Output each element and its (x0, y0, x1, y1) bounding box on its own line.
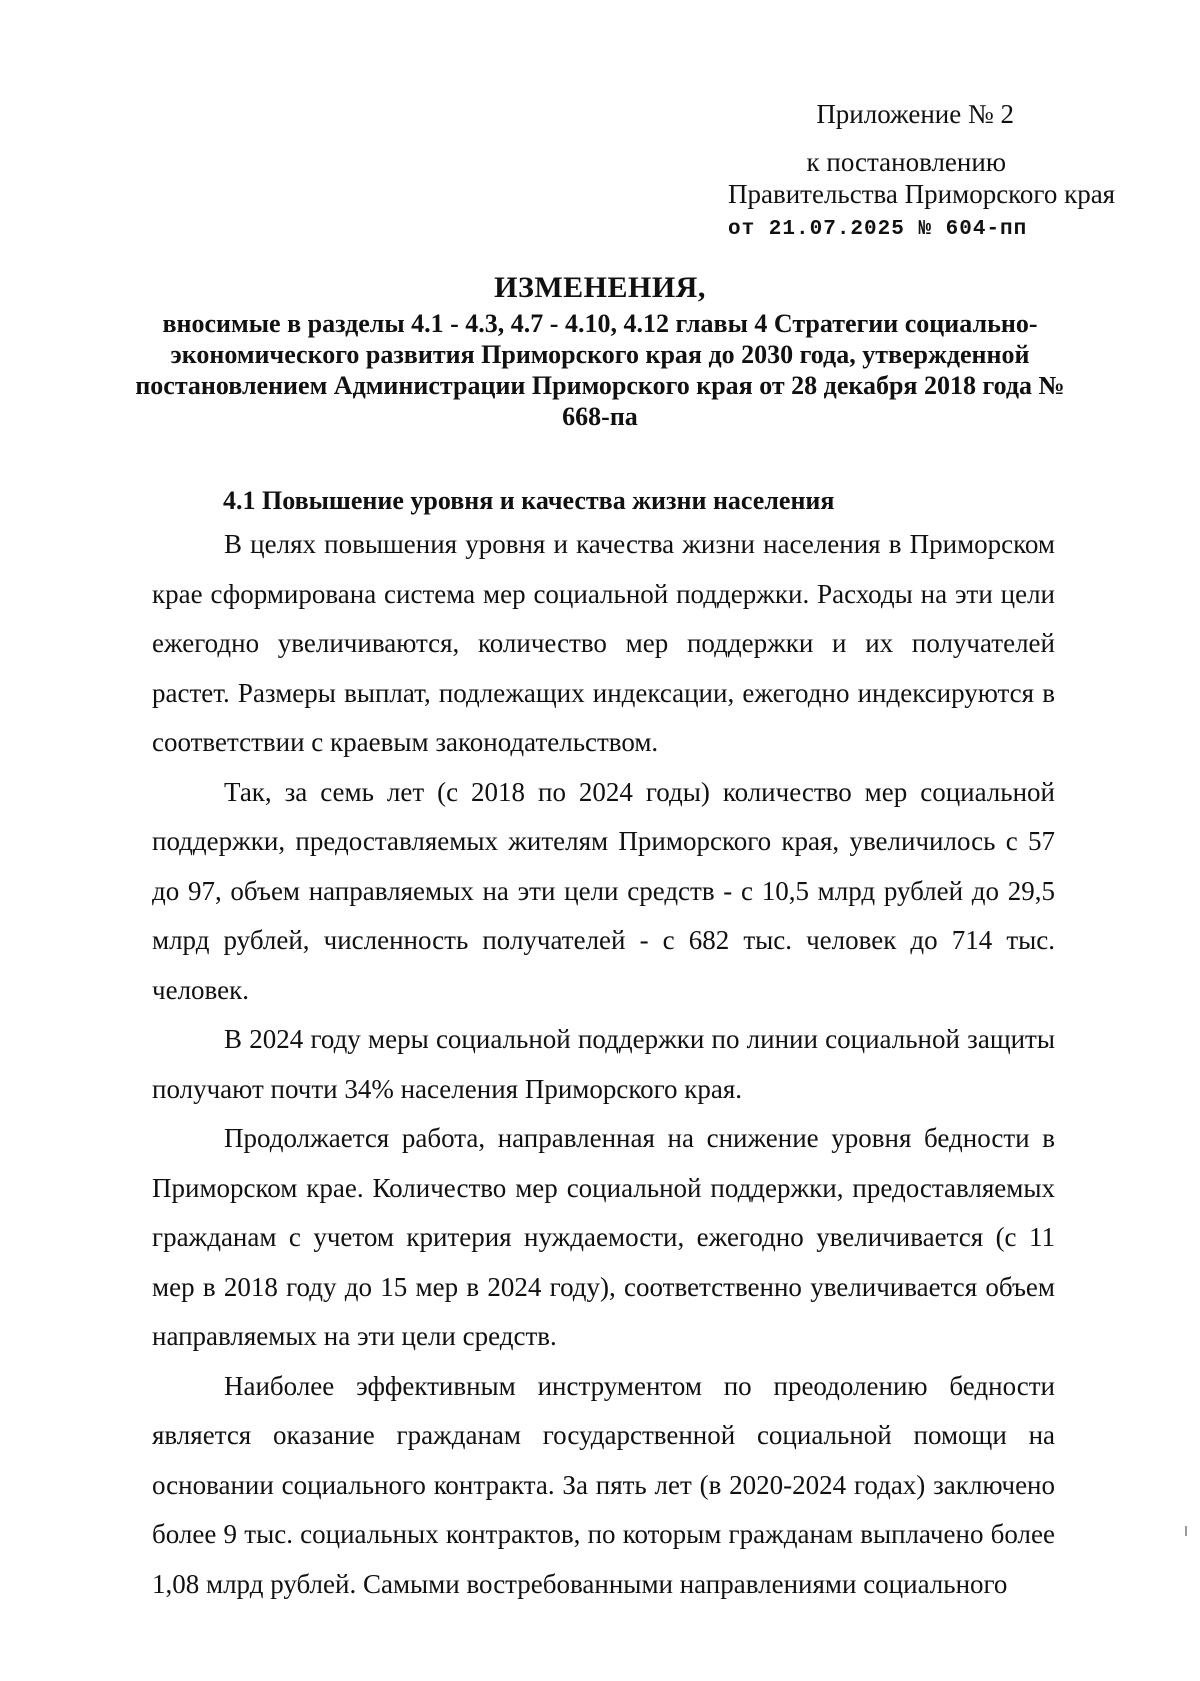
document-heading (130, 270, 1070, 432)
paragraph: В 2024 году меры социальной поддержки по линии социальной защиты получают почти 34% населения Приморского края. (152, 1024, 1055, 1104)
section-heading: 4.1 Повышение уровня и качества жизни населения (223, 486, 835, 515)
date-number-stamp: от 21.07.2025 № 604-пп (728, 218, 1028, 241)
document-subtitle: вносимые в разделы 4.1 - 4.3, 4.7 - 4.10, 4.12 главы 4 Стратегии социально-экономического развития Приморского края до 2030 года, утвержденной постановлением Администрации Приморского края от 28 декабря 2018 года № 668-па (135, 309, 1065, 431)
paragraph: В целях повышения уровня и качества жизни населения в Приморском крае сформирована система мер социальной поддержки. Расходы на эти цели ежегодно увеличиваются, количество мер поддержки и их получателей растет. Размеры выплат, подлежащих индексации, ежегодно индексируются в соответствии с краевым законодательством. (152, 529, 1055, 757)
resolution-reference: к постановлению (806, 147, 1006, 177)
section-body (152, 520, 1055, 1609)
issuer-name: Правительства Приморского края (728, 179, 1116, 209)
paragraph: Продолжается работа, направленная на снижение уровня бедности в Приморском крае. Количество мер социальной поддержки, предоставляемых гражданам с учетом критерия нуждаемости, ежегодно увеличивается (с 11 мер в 2018 году до 15 мер в 2024 году), соответственно увеличивается объем направляемых на эти цели средств. (152, 1123, 1055, 1351)
scan-edge-mark (1185, 1526, 1187, 1536)
appendix-label: Приложение № 2 (816, 99, 1014, 129)
attachment-block (728, 98, 1116, 246)
paragraph: Так, за семь лет (с 2018 по 2024 годы) количество мер социальной поддержки, предоставляемых жителям Приморского края, увеличилось с 57 до 97, объем направляемых на эти цели средств - с 10,5 млрд рублей до 29,5 млрд рублей, численность получателей - с 682 тыс. человек до 714 тыс. человек. (152, 776, 1055, 1005)
document-title: ИЗМЕНЕНИЯ, (494, 271, 706, 304)
paragraph: Наиболее эффективным инструментом по преодолению бедности является оказание гражданам государственной социальной помощи на основании социального контракта. За пять лет (в 2020-2024 годах) заключено более 9 тыс. социальных контрактов, по которым гражданам выплачено более 1,08 млрд рублей. Самыми востребованными направлениями социального (152, 1370, 1055, 1599)
